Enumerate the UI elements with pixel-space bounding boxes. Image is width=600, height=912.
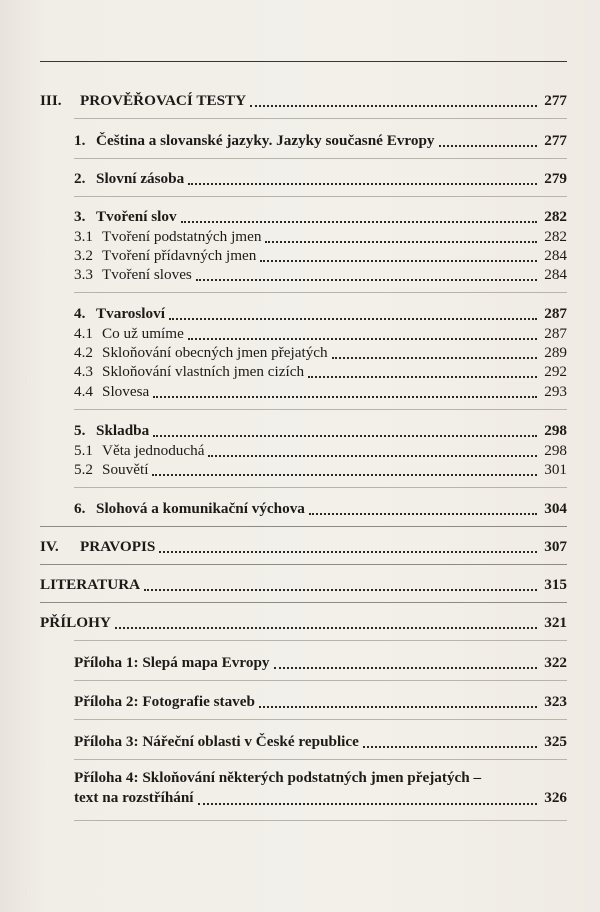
page-number: 307 (544, 538, 567, 555)
entry-title: PŘÍLOHY (40, 614, 111, 631)
toc-entry-section-4-2[interactable] (74, 344, 567, 362)
entry-number: 4.1 (74, 325, 93, 342)
page-number: 322 (544, 654, 567, 671)
entry-title: Tvarosloví (96, 305, 165, 322)
toc-entry-chapter-3[interactable] (74, 208, 567, 226)
toc-entry-section-4-4[interactable] (74, 383, 567, 401)
page-number: 287 (544, 305, 567, 322)
page-number: 326 (544, 789, 567, 806)
page-number: 293 (544, 383, 567, 400)
page-number: 298 (544, 442, 567, 459)
entry-number: 3.1 (74, 228, 93, 245)
toc-entry-part-4[interactable] (40, 538, 567, 556)
separator (74, 820, 567, 821)
dot-leader (309, 513, 537, 515)
entry-number: 4.3 (74, 363, 93, 380)
dot-leader (250, 105, 537, 107)
toc-entry-priloha-2[interactable] (74, 693, 567, 711)
entry-title: Tvoření slov (96, 208, 177, 225)
dot-leader (363, 746, 537, 748)
toc-entry-priloha-1[interactable] (74, 654, 567, 672)
toc-entry-priloha-3[interactable] (74, 733, 567, 751)
separator (74, 719, 567, 720)
dot-leader (169, 318, 537, 320)
separator (40, 526, 567, 527)
toc-entry-chapter-6[interactable] (74, 500, 567, 518)
entry-title: PRAVOPIS (80, 538, 156, 555)
entry-title: Skladba (96, 422, 150, 439)
page-number: 323 (544, 693, 567, 710)
entry-number: 3.3 (74, 266, 93, 283)
entry-number: 4. (74, 305, 86, 322)
page-number: 321 (544, 614, 567, 631)
entry-number: 5.1 (74, 442, 93, 459)
dot-leader (259, 706, 537, 708)
separator (40, 564, 567, 565)
toc-entry-chapter-1[interactable] (74, 132, 567, 150)
entry-number: 5.2 (74, 461, 93, 478)
toc-entry-part-3[interactable] (40, 92, 567, 110)
dot-leader (153, 396, 537, 398)
entry-number: 4.4 (74, 383, 93, 400)
header-rule (40, 61, 567, 62)
entry-number: 4.2 (74, 344, 93, 361)
separator (74, 409, 567, 410)
toc-entry-section-3-1[interactable] (74, 228, 567, 246)
entry-title: Slovesa (102, 383, 150, 400)
dot-leader (159, 551, 537, 553)
dot-leader (152, 474, 537, 476)
dot-leader (196, 279, 537, 281)
entry-title-line-1: Příloha 4: Skloňování některých podstatných jmen přejatých – (74, 769, 482, 786)
dot-leader (144, 589, 537, 591)
entry-title: Tvoření přídavných jmen (102, 247, 257, 264)
page-number: 298 (544, 422, 567, 439)
separator (74, 487, 567, 488)
page-number: 277 (544, 132, 567, 149)
toc-entry-section-5-2[interactable] (74, 461, 567, 479)
page-number: 325 (544, 733, 567, 750)
page-number: 279 (544, 170, 567, 187)
page-number: 284 (544, 266, 567, 283)
dot-leader (260, 260, 537, 262)
entry-title: Tvoření podstatných jmen (102, 228, 262, 245)
separator (74, 680, 567, 681)
dot-leader (188, 183, 537, 185)
toc-entry-section-3-3[interactable] (74, 266, 567, 284)
separator (74, 118, 567, 119)
page-number: 287 (544, 325, 567, 342)
entry-title: Příloha 1: Slepá mapa Evropy (74, 654, 270, 671)
dot-leader (153, 435, 537, 437)
entry-title: Příloha 2: Fotografie staveb (74, 693, 255, 710)
entry-number: 6. (74, 500, 86, 517)
entry-title: Skloňování obecných jmen přejatých (102, 344, 328, 361)
entry-title: Co už umíme (102, 325, 184, 342)
page-number: 282 (544, 228, 567, 245)
dot-leader (308, 376, 537, 378)
entry-number: 2. (74, 170, 86, 187)
entry-number: 1. (74, 132, 86, 149)
entry-number: 3. (74, 208, 86, 225)
entry-title: Slovní zásoba (96, 170, 185, 187)
entry-title-line-2: text na rozstříhání (74, 789, 194, 806)
separator (74, 196, 567, 197)
toc-entry-section-5-1[interactable] (74, 442, 567, 460)
toc-entry-priloha-4[interactable] (74, 768, 567, 808)
entry-title: Tvoření sloves (102, 266, 192, 283)
toc-entry-chapter-5[interactable] (74, 422, 567, 440)
toc-entry-section-3-2[interactable] (74, 247, 567, 265)
separator (74, 759, 567, 760)
dot-leader (208, 455, 537, 457)
entry-number: 5. (74, 422, 86, 439)
dot-leader (439, 145, 537, 147)
toc-entry-chapter-4[interactable] (74, 305, 567, 323)
dot-leader (198, 803, 537, 805)
separator (40, 602, 567, 603)
entry-number: IV. (40, 538, 59, 555)
separator (74, 292, 567, 293)
entry-title: PROVĚŘOVACÍ TESTY (80, 92, 247, 109)
page-number: 301 (544, 461, 567, 478)
dot-leader (188, 338, 537, 340)
dot-leader (265, 241, 537, 243)
dot-leader (115, 627, 537, 629)
entry-title: Souvětí (102, 461, 149, 478)
entry-title: LITERATURA (40, 576, 141, 593)
page-number: 304 (544, 500, 567, 517)
toc-entry-chapter-2[interactable] (74, 170, 567, 188)
toc-entry-literatura[interactable] (40, 576, 567, 594)
page-number: 282 (544, 208, 567, 225)
page-number: 292 (544, 363, 567, 380)
entry-number: III. (40, 92, 62, 109)
entry-title: Věta jednoduchá (102, 442, 205, 459)
page-number: 284 (544, 247, 567, 264)
toc-entry-section-4-3[interactable] (74, 363, 567, 381)
toc-entry-section-4-1[interactable] (74, 325, 567, 343)
entry-title: Příloha 3: Nářeční oblasti v České republice (74, 733, 359, 750)
separator (74, 640, 567, 641)
entry-title: Čeština a slovanské jazyky. Jazyky současné Evropy (96, 132, 435, 149)
page-number: 315 (544, 576, 567, 593)
dot-leader (274, 667, 538, 669)
dot-leader (181, 221, 537, 223)
toc-entry-prilohy[interactable] (40, 614, 567, 632)
page-number: 277 (544, 92, 567, 109)
dot-leader (332, 357, 537, 359)
entry-title: Slohová a komunikační výchova (96, 500, 305, 517)
separator (74, 158, 567, 159)
entry-title: Skloňování vlastních jmen cizích (102, 363, 305, 380)
page-number: 289 (544, 344, 567, 361)
entry-number: 3.2 (74, 247, 93, 264)
